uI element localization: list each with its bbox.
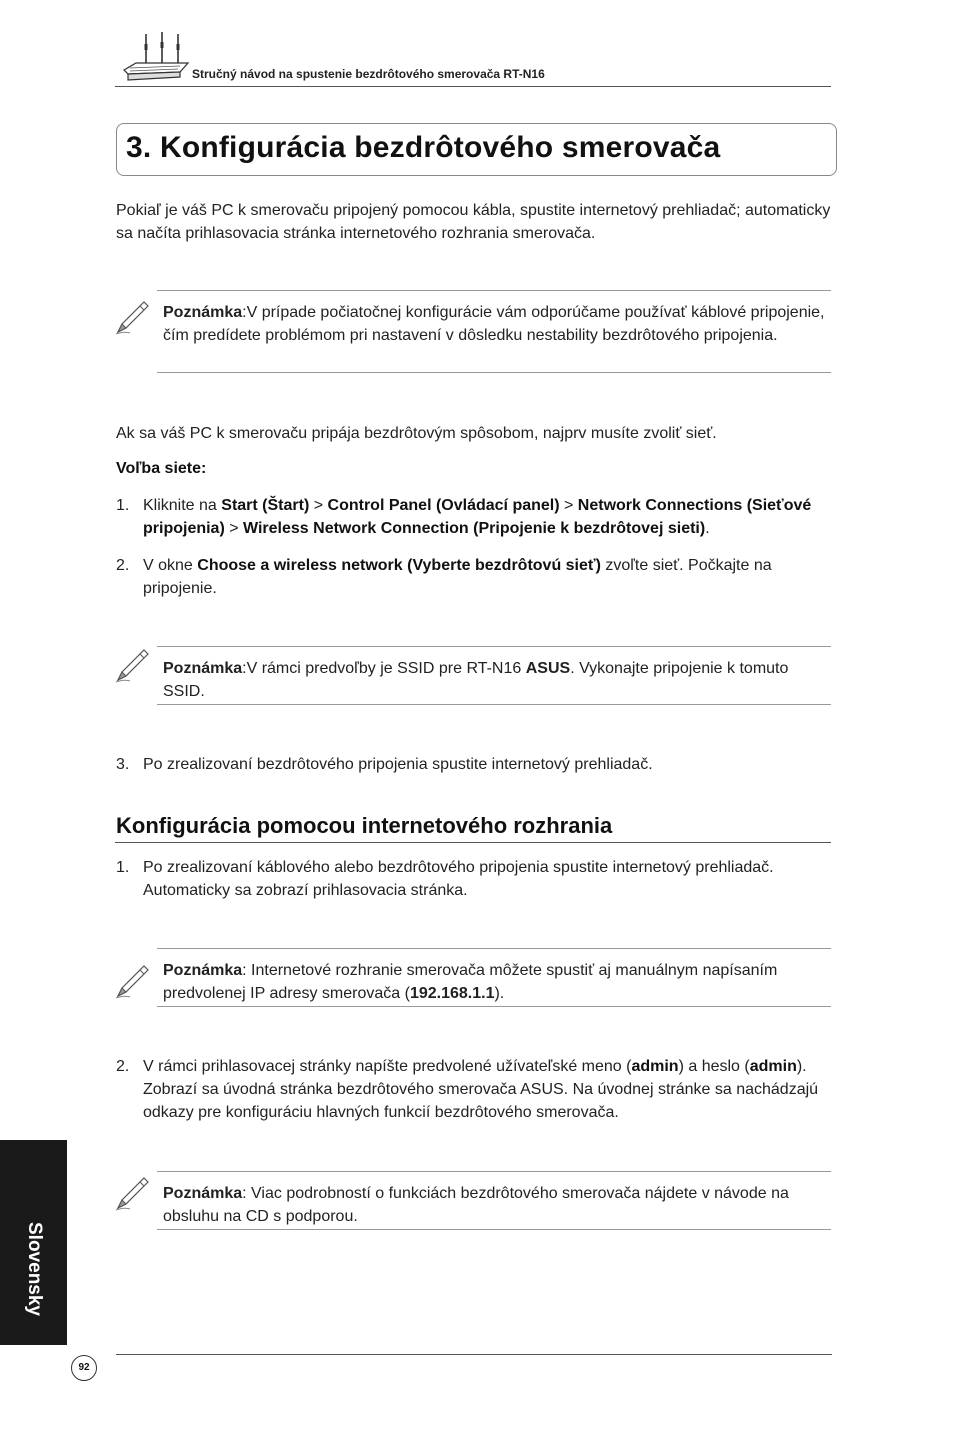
note-default-ssid: Poznámka:V rámci predvoľby je SSID pre RT-N16 ASUS. Vykonajte pripojenie k tomuto SSID. <box>157 646 831 705</box>
step-2: 2. V okne Choose a wireless network (Vyberte bezdrôtovú sieť) zvoľte sieť. Počkajte na pripojenie. <box>116 554 832 600</box>
step-3: 3. Po zrealizovaní bezdrôtového pripojenia spustite internetový prehliadač. <box>116 753 832 776</box>
default-username: admin <box>631 1058 679 1075</box>
note-label: Poznámka <box>163 962 243 979</box>
default-ip-address: 192.168.1.1 <box>409 985 495 1002</box>
network-choice-heading: Voľba siete: <box>116 460 207 477</box>
step-number: 3. <box>116 756 130 773</box>
pen-note-icon <box>114 962 152 1000</box>
step-1: 1. Kliknite na Start (Štart) > Control Panel (Ovládací panel) > Network Connections (Sieťové pripojenia) > Wireless Network Connection (Pripojenie k bezdrôtovej sieti). <box>116 494 832 540</box>
header-title: Stručný návod na spustenie bezdrôtového smerovača RT-N16 <box>192 67 545 81</box>
note-manual-ip: Poznámka: Internetové rozhranie smerovača môžete spustiť aj manuálnym napísaním predvolenej IP adresy smerovača (192.168.1.1). <box>157 948 831 1007</box>
header-model: RT-N16 <box>503 67 545 81</box>
header-divider <box>115 86 831 87</box>
wireless-paragraph: Ak sa váš PC k smerovaču pripája bezdrôtovým spôsobom, najprv musíte zvoliť sieť. <box>116 425 717 442</box>
step-number: 1. <box>116 497 130 514</box>
web-step-2: 2. V rámci prihlasovacej stránky napíšte predvolené užívateľské meno (admin) a heslo (admin). Zobrazí sa úvodná stránka bezdrôtového smerovača ASUS. Na úvodnej stránke sa nachádzajú odkazy pre konfiguráciu hlavných funkcií bezdrôtového smerovača. <box>116 1055 832 1124</box>
pen-note-icon <box>114 298 152 336</box>
note-cable-recommendation: Poznámka:V prípade počiatočnej konfigurácie vám odporúčame používať káblové pripojenie, čím predídete problémom pri nastavení v dôsledku nestability bezdrôtového pripojenia. <box>157 290 831 373</box>
router-icon <box>122 30 190 82</box>
default-password: admin <box>749 1058 797 1075</box>
pen-note-icon <box>114 646 152 684</box>
subsection-divider <box>115 842 831 843</box>
note-label: Poznámka <box>163 304 243 321</box>
intro-paragraph: Pokiaľ je váš PC k smerovaču pripojený pomocou kábla, spustite internetový prehliadač; automaticky sa načíta prihlasovacia stránka internetového rozhrania smerovača. <box>116 202 831 242</box>
page-number: 92 <box>71 1355 97 1381</box>
step-number: 1. <box>116 859 130 876</box>
step-number: 2. <box>116 1058 130 1075</box>
web-step-1: 1. Po zrealizovaní káblového alebo bezdrôtového pripojenia spustite internetový prehliadač. Automaticky sa zobrazí prihlasovacia stránka. <box>116 856 832 902</box>
section-title: 3. Konfigurácia bezdrôtového smerovača <box>126 131 721 164</box>
footer-divider <box>116 1354 832 1355</box>
note-cd-manual: Poznámka: Viac podrobností o funkciách bezdrôtového smerovača nájdete v návode na obsluhu na CD s podporou. <box>157 1171 831 1230</box>
subsection-title: Konfigurácia pomocou internetového rozhrania <box>116 813 613 838</box>
language-label: Slovensky <box>24 1222 45 1316</box>
step-number: 2. <box>116 557 130 574</box>
note-label: Poznámka <box>163 660 243 677</box>
note-label: Poznámka <box>163 1185 243 1202</box>
pen-note-icon <box>114 1174 152 1212</box>
